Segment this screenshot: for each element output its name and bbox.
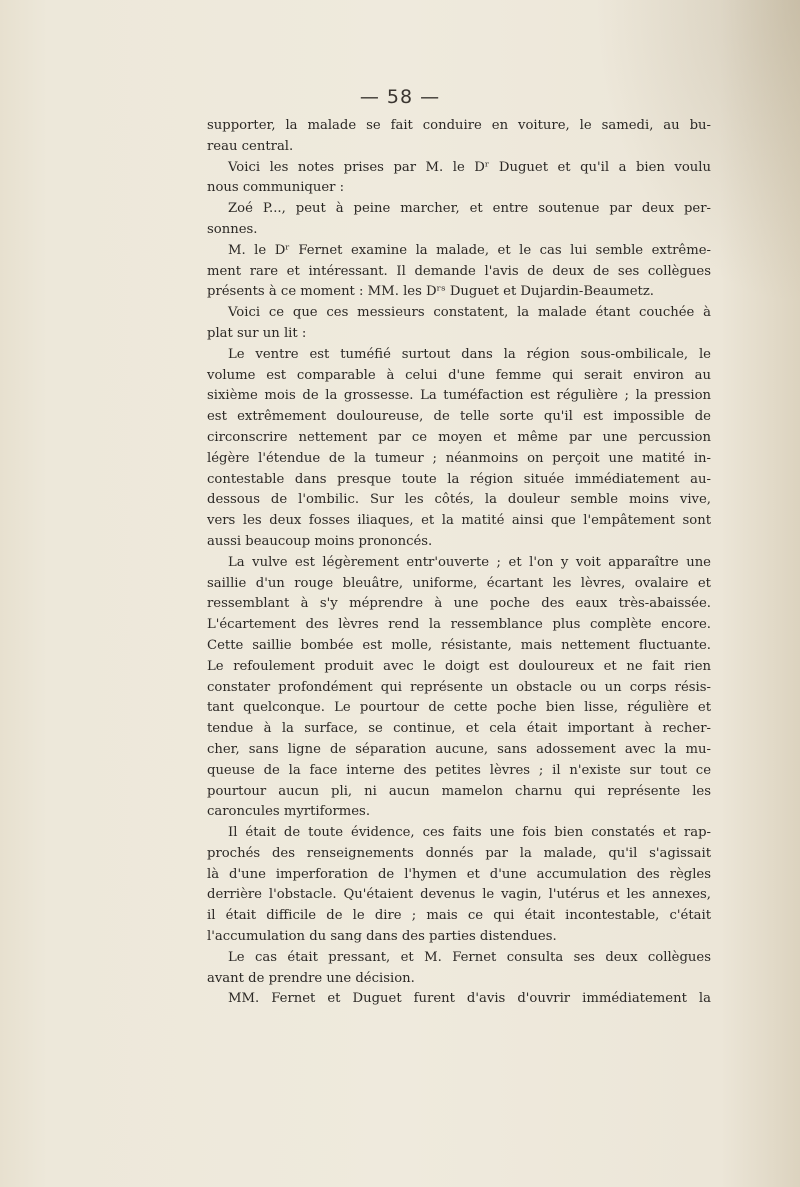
text-line: Le cas était pressant, et M. Fernet consulta ses deux collègues (228, 949, 711, 965)
text-line: présents à ce moment : MM. les Dʳˢ Duguet et Dujardin-Beaumetz. (207, 284, 654, 300)
text-line: Voici les notes prises par M. le Dʳ Duguet et qu'il a bien voulu (228, 159, 711, 175)
text-line: ressemblant à s'y méprendre à une poche des eaux très-abaissée. (207, 596, 711, 612)
text-line: avant de prendre une décision. (207, 970, 415, 986)
text-line: volume est comparable à celui d'une femme qui serait environ au (207, 367, 711, 383)
text-line: aussi beaucoup moins prononcés. (207, 533, 433, 549)
text-line: dessous de l'ombilic. Sur les côtés, la douleur semble moins vive, (207, 492, 711, 508)
text-line: est extrêmement douloureuse, de telle sorte qu'il est impossible de (207, 409, 711, 425)
text-line: circonscrire nettement par ce moyen et même par une percussion (207, 429, 711, 445)
text-line: queuse de la face interne des petites lèvres ; il n'existe sur tout ce (207, 762, 711, 778)
text-line: il était difficile de le dire ; mais ce qui était incontestable, c'était (207, 908, 711, 924)
text-line: pourtour aucun pli, ni aucun mamelon charnu qui représente les (207, 783, 711, 799)
text-line: M. le Dʳ Fernet examine la malade, et le cas lui semble extrême- (228, 242, 711, 258)
text-line: contestable dans presque toute la région située immédiatement au- (207, 471, 711, 487)
text-line: vers les deux fosses iliaques, et la matité ainsi que l'empâtement sont (207, 513, 711, 529)
text-line: reau central. (207, 138, 294, 154)
text-line: Le refoulement produit avec le doigt est douloureux et ne fait rien (207, 658, 711, 674)
text-line: derrière l'obstacle. Qu'étaient devenus le vagin, l'utérus et les annexes, (207, 887, 711, 903)
text-line: Zoé P..., peut à peine marcher, et entre soutenue par deux per- (228, 201, 711, 217)
text-line: cher, sans ligne de séparation aucune, sans adossement avec la mu- (207, 741, 711, 757)
text-line: MM. Fernet et Duguet furent d'avis d'ouvrir immédiatement la (228, 991, 711, 1007)
text-line: sonnes. (207, 221, 258, 237)
text-line: saillie d'un rouge bleuâtre, uniforme, écartant les lèvres, ovalaire et (207, 575, 711, 591)
text-line: prochés des renseignements donnés par la malade, qu'il s'agissait (207, 845, 711, 861)
text-line: légère l'étendue de la tumeur ; néanmoins on perçoit une matité in- (207, 450, 711, 466)
text-line: Cette saillie bombée est molle, résistante, mais nettement fluctuante. (207, 637, 711, 653)
text-line: caroncules myrtiformes. (207, 804, 371, 820)
text-line: sixième mois de la grossesse. La tuméfaction est régulière ; la pression (207, 388, 711, 404)
text-line: Le ventre est tuméfié surtout dans la région sous-ombilicale, le (228, 346, 711, 362)
text-line: La vulve est légèrement entr'ouverte ; et l'on y voit apparaître une (228, 554, 711, 570)
text-line: constater profondément qui représente un obstacle ou un corps résis- (207, 679, 711, 695)
text-line: tant quelconque. Le pourtour de cette poche bien lisse, régulière et (207, 700, 711, 716)
text-line: Il était de toute évidence, ces faits une fois bien constatés et rap- (228, 825, 711, 841)
body-text (207, 116, 711, 1010)
text-line: supporter, la malade se fait conduire en voiture, le samedi, au bu- (207, 118, 711, 133)
text-line: nous communiquer : (207, 180, 345, 196)
page-number: — 58 — (359, 86, 441, 108)
text-line: ment rare et intéressant. Il demande l'avis de deux de ses collègues (207, 263, 711, 279)
text-line: là d'une imperforation de l'hymen et d'une accumulation des règles (207, 866, 711, 882)
text-line: Voici ce que ces messieurs constatent, la malade étant couchée à (228, 305, 711, 321)
text-line: L'écartement des lèvres rend la ressemblance plus complète encore. (207, 617, 711, 633)
text-line: l'accumulation du sang dans des parties distendues. (207, 929, 557, 945)
text-line: plat sur un lit : (207, 325, 307, 341)
text-line: tendue à la surface, se continue, et cela était important à recher- (207, 721, 711, 737)
